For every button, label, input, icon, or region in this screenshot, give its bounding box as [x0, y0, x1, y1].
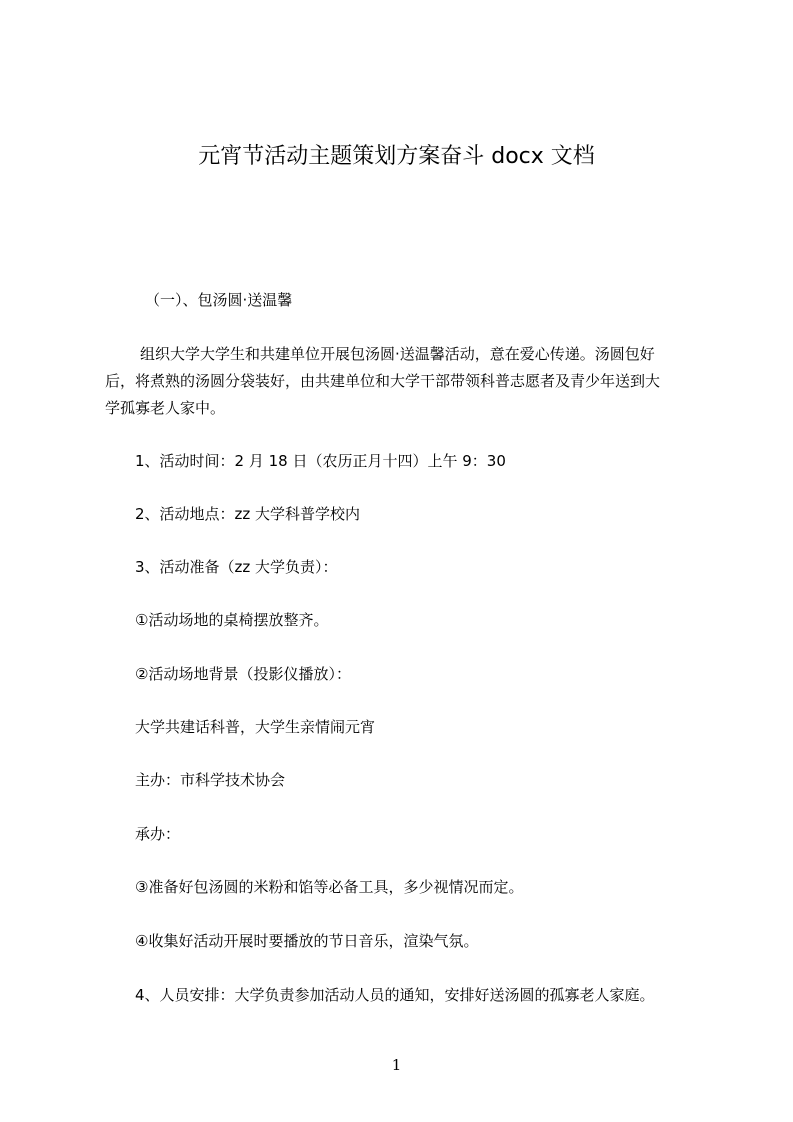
list-item: 3、活动准备（zz 大学负责）：	[135, 558, 338, 576]
list-item: 4、人员安排：大学负责参加活动人员的通知，安排好送汤圆的孤寡老人家庭。	[135, 986, 655, 1004]
list-item: ②活动场地背景（投影仪播放）：	[135, 665, 351, 683]
list-item: 大学共建话科普，大学生亲情闹元宵	[135, 718, 376, 736]
intro-paragraph	[105, 341, 705, 422]
list-item: 主办：市科学技术协会	[135, 771, 286, 789]
list-item: ④收集好活动开展时要播放的节日音乐，渲染气氛。	[135, 932, 479, 950]
list-item: 2、活动地点：zz 大学科普学校内	[135, 505, 361, 523]
intro-line: 学孤寡老人家中。	[105, 399, 226, 417]
list-item: 1、活动时间：2 月 18 日（农历正月十四）上午 9：30	[135, 452, 506, 470]
page-number: 1	[391, 1056, 402, 1074]
intro-line: 组织大学大学生和共建单位开展包汤圆·送温馨活动，意在爱心传递。汤圆包好	[140, 345, 655, 363]
list-item: 承办：	[135, 825, 181, 843]
document-title: 元宵节活动主题策划方案奋斗 docx 文档	[198, 144, 595, 169]
list-item: ③准备好包汤圆的米粉和馅等必备工具，多少视情况而定。	[135, 878, 524, 896]
section-heading: （一）、包汤圆·送温馨	[145, 291, 293, 309]
intro-line: 后，将煮熟的汤圆分袋装好，由共建单位和大学干部带领科普志愿者及青少年送到大	[105, 372, 661, 390]
list-item: ①活动场地的桌椅摆放整齐。	[135, 611, 329, 629]
